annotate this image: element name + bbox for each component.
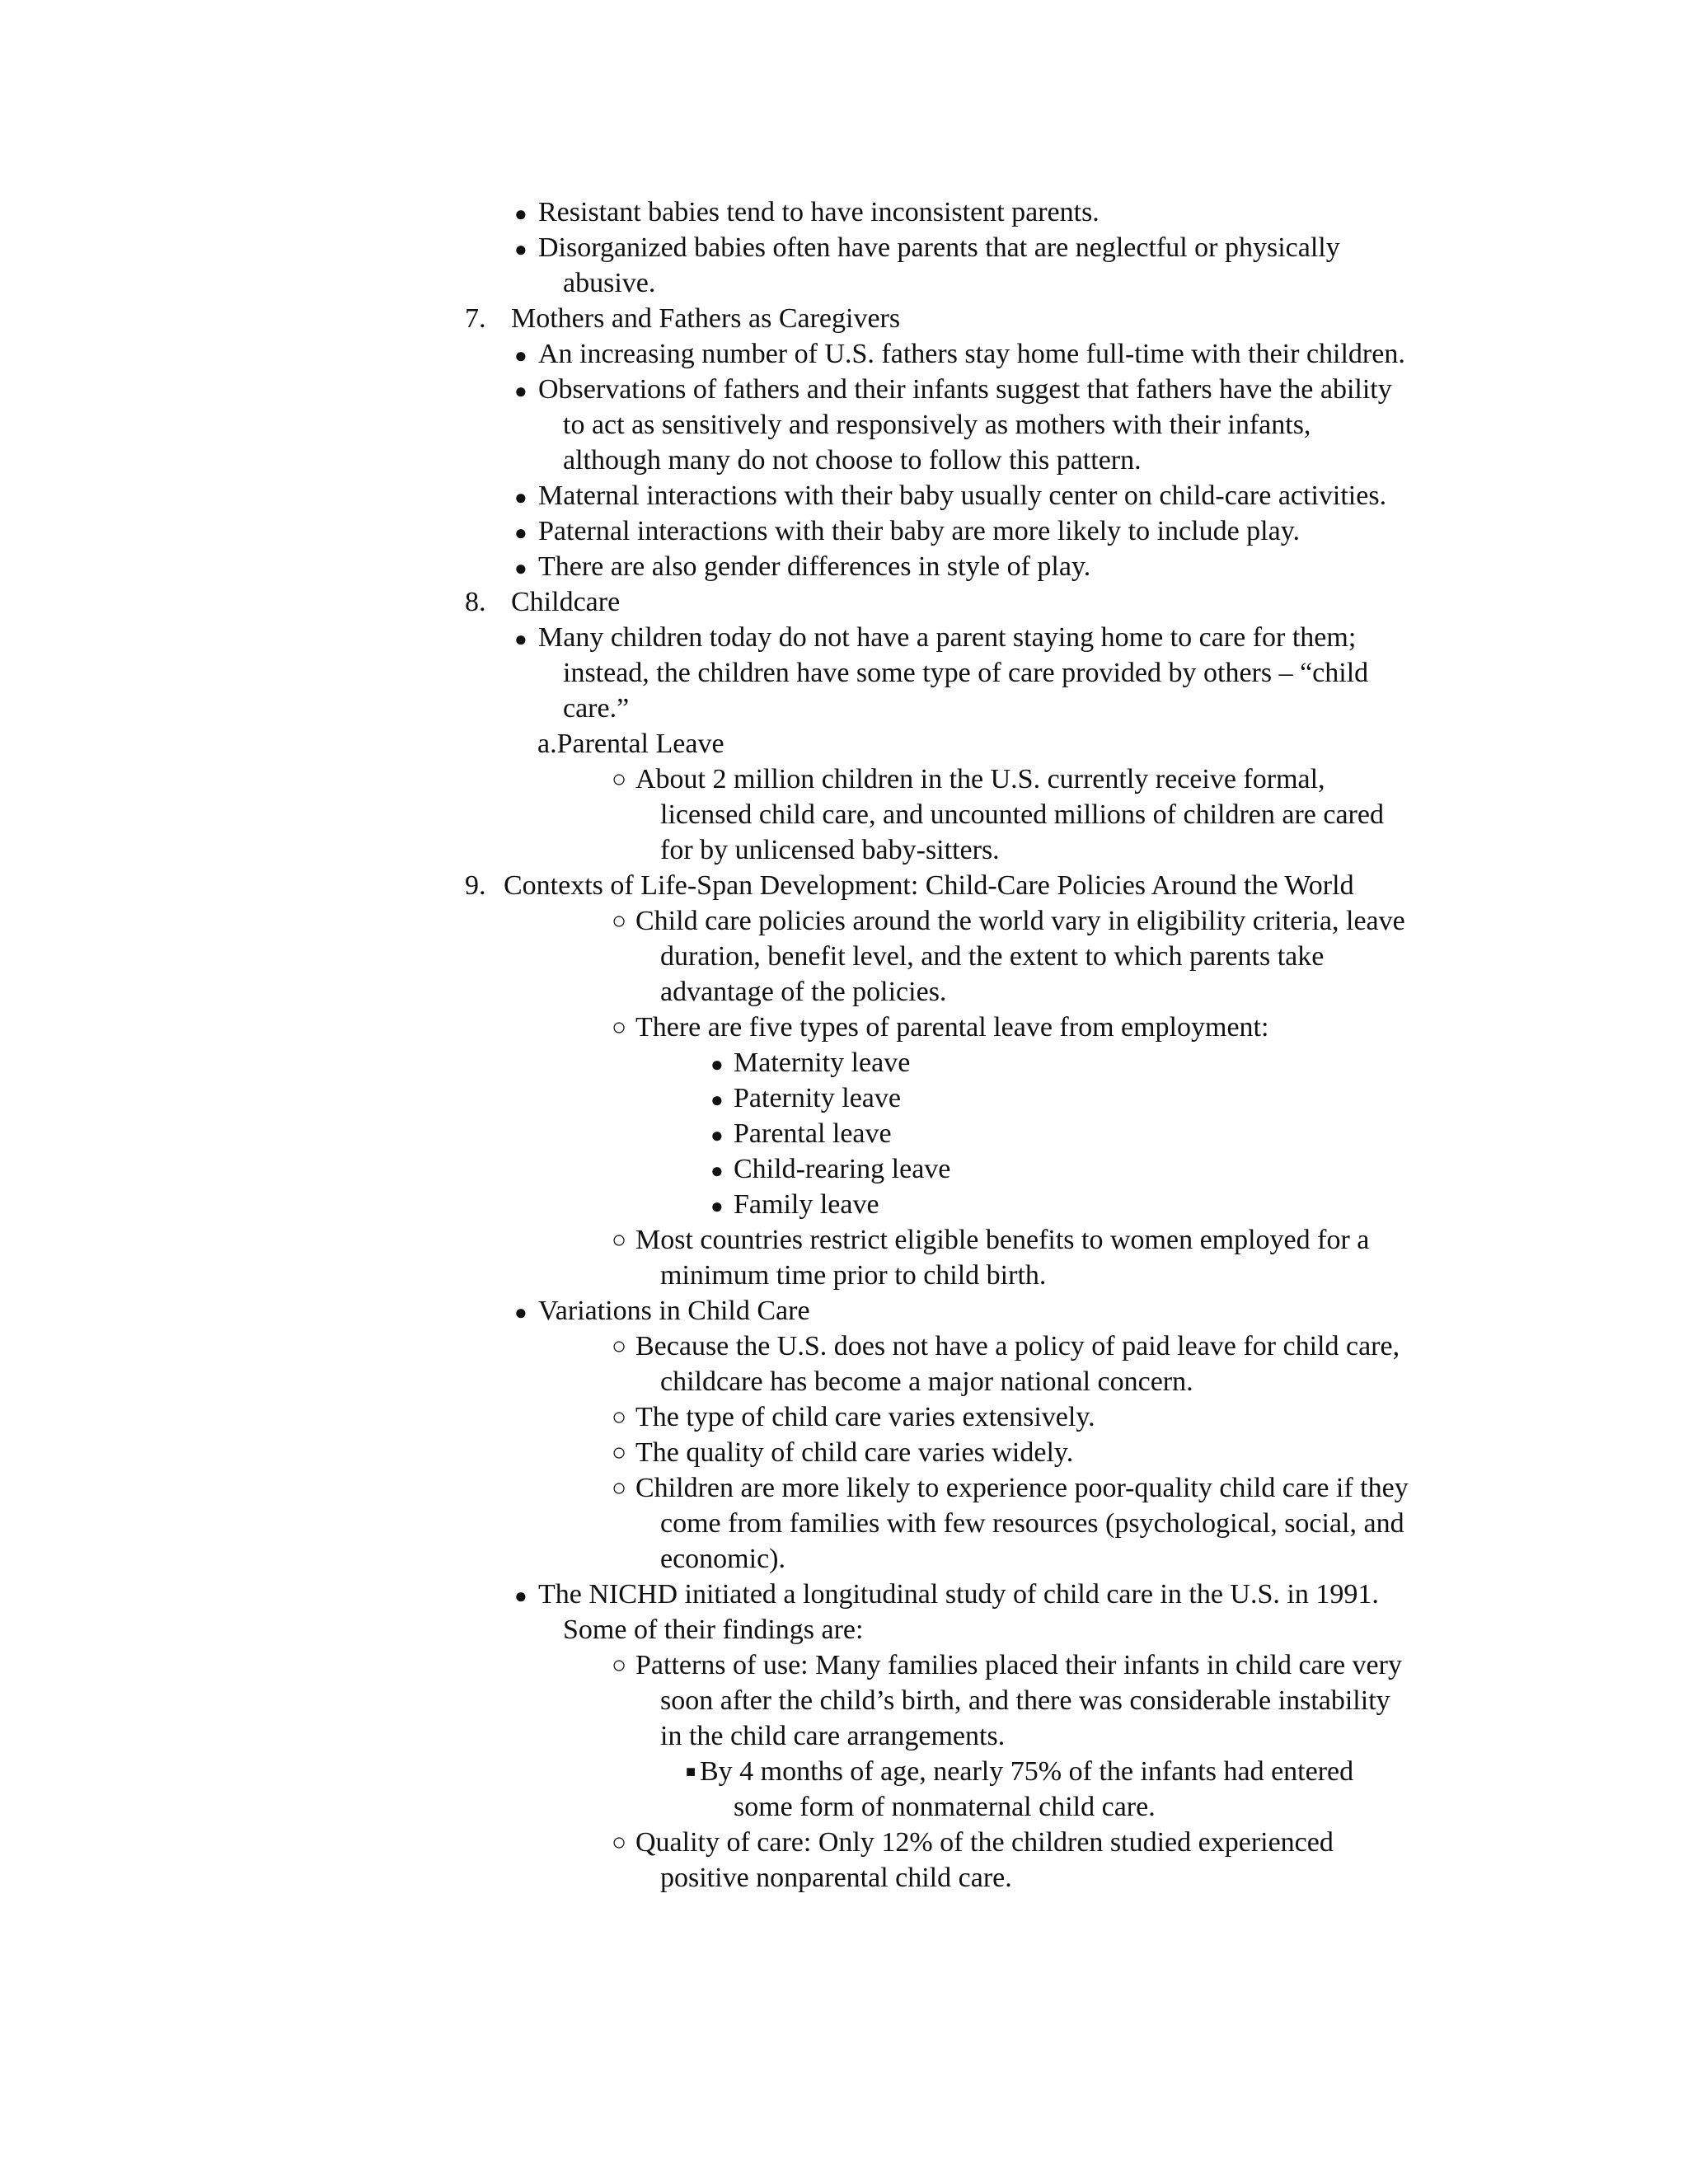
outline-line: Child care policies around the world vary in eligibility criteria, leave	[635, 906, 1405, 936]
outline-line: Resistant babies tend to have inconsistent parents.	[538, 197, 1100, 227]
bullet-circle: ○	[612, 1439, 627, 1466]
outline-line: Children are more likely to experience poor-quality child care if they	[635, 1473, 1409, 1503]
bullet-dot: ●	[710, 1123, 724, 1147]
outline-line: There are five types of parental leave from employment:	[635, 1012, 1269, 1043]
outline-line: Because the U.S. does not have a policy of paid leave for child care,	[635, 1331, 1400, 1361]
outline-line: The NICHD initiated a longitudinal study of child care in the U.S. in 1991.	[538, 1579, 1379, 1610]
bullet-dot: ●	[514, 556, 528, 580]
outline-line: in the child care arrangements.	[660, 1721, 1006, 1751]
outline-line: Paternity leave	[734, 1083, 901, 1113]
outline-line: come from families with few resources (psychological, social, and	[660, 1508, 1404, 1539]
outline-line: Maternal interactions with their baby usually center on child-care activities.	[538, 480, 1387, 511]
bullet-dot: ●	[710, 1194, 724, 1218]
outline-line: Quality of care: Only 12% of the children studied experienced	[635, 1827, 1334, 1858]
outline-line: Most countries restrict eligible benefits to women employed for a	[635, 1225, 1370, 1255]
outline-line: minimum time prior to child birth.	[660, 1260, 1047, 1291]
outline-line: Paternal interactions with their baby are more likely to include play.	[538, 516, 1300, 546]
outline-line: abusive.	[563, 268, 656, 298]
bullet-circle: ○	[612, 1014, 627, 1041]
outline-line: Disorganized babies often have parents that are neglectful or physically	[538, 232, 1340, 263]
outline-line: Child-rearing leave	[734, 1154, 951, 1184]
bullet-circle: ○	[612, 1226, 627, 1254]
bullet-dot: ●	[514, 1584, 528, 1608]
outline-line: Some of their findings are:	[563, 1615, 864, 1645]
bullet-circle: ○	[612, 1474, 627, 1502]
outline-line: An increasing number of U.S. fathers stay home full-time with their children.	[538, 339, 1405, 369]
outline-line: licensed child care, and uncounted millions of children are cared	[660, 799, 1384, 830]
bullet-dot: ●	[514, 379, 528, 403]
bullet-circle: ○	[612, 1404, 627, 1431]
outline-line: Many children today do not have a parent staying home to care for them;	[538, 622, 1357, 653]
bullet-dot: ●	[514, 1301, 528, 1324]
outline-line: some form of nonmaternal child care.	[734, 1792, 1156, 1822]
section-heading: Mothers and Fathers as Caregivers	[511, 303, 901, 334]
outline-line: to act as sensitively and responsively as mothers with their infants,	[563, 410, 1311, 440]
outline-line: About 2 million children in the U.S. currently receive formal,	[635, 764, 1325, 794]
outline-line: advantage of the policies.	[660, 977, 947, 1007]
outline-line: instead, the children have some type of care provided by others – “child	[563, 658, 1369, 688]
outline-line: By 4 months of age, nearly 75% of the infants had entered	[700, 1756, 1354, 1787]
outline-line: The quality of child care varies widely.	[635, 1437, 1074, 1468]
outline-line: soon after the child’s birth, and there was considerable instability	[660, 1685, 1390, 1716]
outline-line: childcare has become a major national concern.	[660, 1366, 1193, 1397]
bullet-circle: ○	[612, 1652, 627, 1679]
section-number: 7.	[465, 303, 486, 334]
bullet-dot: ●	[514, 485, 528, 509]
bullet-dot: ●	[710, 1088, 724, 1112]
section-number: 8.	[465, 587, 486, 617]
outline-line: Family leave	[734, 1189, 879, 1220]
outline-line: economic).	[660, 1544, 785, 1574]
outline-line: positive nonparental child care.	[660, 1863, 1012, 1893]
section-heading: Contexts of Life-Span Development: Child-Care Policies Around the World	[504, 870, 1354, 901]
bullet-circle: ○	[612, 1829, 627, 1856]
bullet-dot: ●	[514, 237, 528, 261]
outline-line: Observations of fathers and their infants suggest that fathers have the ability	[538, 374, 1392, 405]
outline-line: duration, benefit level, and the extent to which parents take	[660, 941, 1325, 972]
bullet-square: ■	[686, 1763, 696, 1781]
outline-line: Patterns of use: Many families placed their infants in child care very	[635, 1650, 1402, 1680]
outline-line: Variations in Child Care	[538, 1296, 810, 1326]
bullet-dot: ●	[710, 1052, 724, 1076]
outline-line: The type of child care varies extensively.	[635, 1402, 1095, 1432]
outline-line: Parental leave	[734, 1118, 892, 1149]
outline-line: Maternity leave	[734, 1047, 911, 1078]
bullet-dot: ●	[514, 627, 528, 651]
subsection-heading: a.Parental Leave	[537, 729, 724, 759]
bullet-dot: ●	[514, 202, 528, 226]
bullet-dot: ●	[514, 521, 528, 545]
outline-line: although many do not choose to follow this pattern.	[563, 445, 1142, 476]
section-number: 9.	[465, 870, 486, 901]
outline-line: for by unlicensed baby-sitters.	[660, 835, 1000, 865]
bullet-circle: ○	[612, 766, 627, 793]
bullet-dot: ●	[514, 344, 528, 368]
bullet-circle: ○	[612, 1333, 627, 1360]
section-heading: Childcare	[511, 587, 621, 617]
outline-line: There are also gender differences in style of play.	[538, 551, 1091, 582]
outline-line: care.”	[563, 693, 630, 724]
bullet-dot: ●	[710, 1159, 724, 1183]
bullet-circle: ○	[612, 907, 627, 935]
